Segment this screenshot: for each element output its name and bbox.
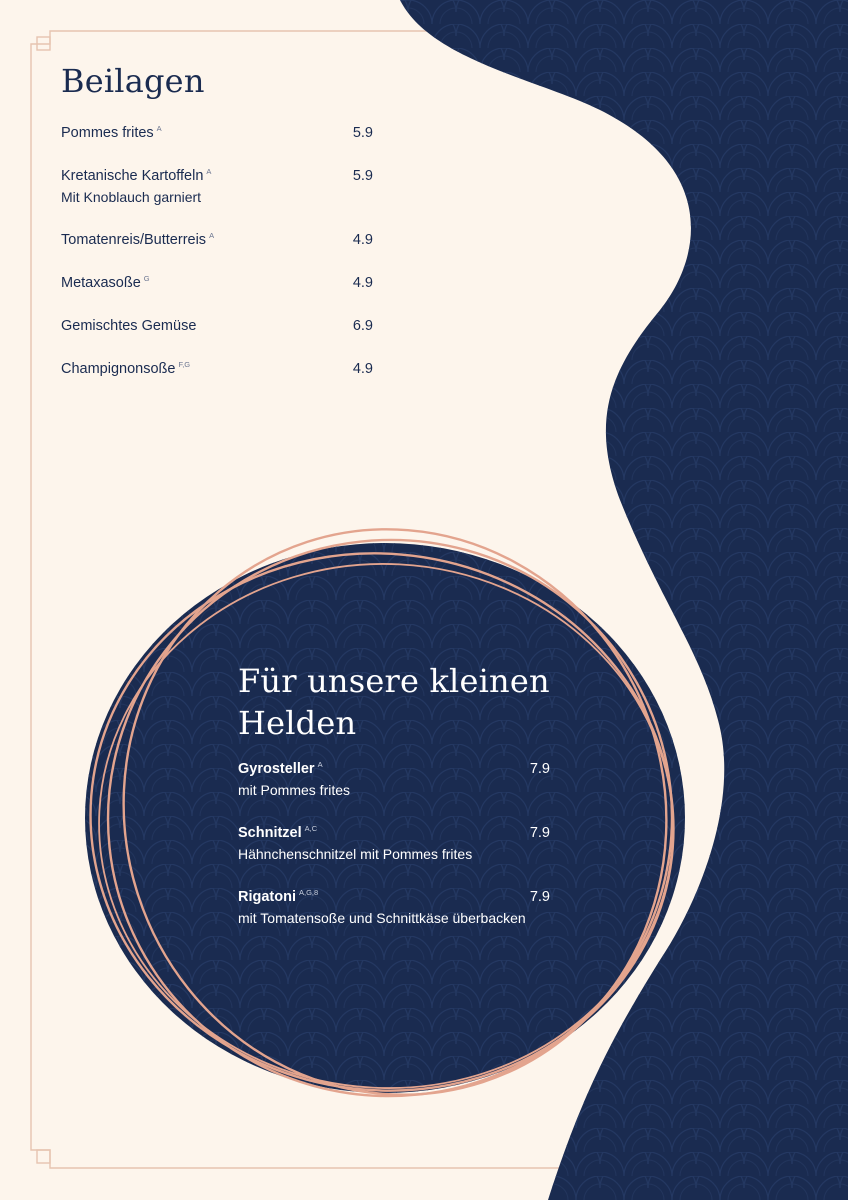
item-name: Schnitzel xyxy=(238,825,302,841)
item-allergens: A xyxy=(156,124,162,133)
item-name: Gyrosteller xyxy=(238,761,315,777)
item-name-wrap xyxy=(238,888,318,906)
item-price: 4.9 xyxy=(352,361,373,377)
item-name-wrap xyxy=(238,824,317,842)
item-name: Metaxasoße xyxy=(61,275,141,291)
item-allergens: A,G,8 xyxy=(299,888,319,897)
item-allergens: A xyxy=(206,167,212,176)
kids-menu-list xyxy=(238,760,550,952)
item-name-wrap xyxy=(61,360,190,378)
item-price: 6.9 xyxy=(352,318,373,334)
item-price: 4.9 xyxy=(352,232,373,248)
item-name-wrap xyxy=(61,231,214,249)
item-description: Mit Knoblauch garniert xyxy=(61,189,202,205)
menu-item xyxy=(61,274,373,317)
item-price: 7.9 xyxy=(529,761,550,777)
menu-item xyxy=(61,231,373,274)
menu-item xyxy=(238,888,550,952)
menu-item xyxy=(61,317,373,360)
item-name: Tomatenreis/Butterreis xyxy=(61,232,207,248)
item-name: Gemischtes Gemüse xyxy=(61,318,197,334)
item-description: mit Pommes frites xyxy=(238,782,351,798)
beilagen-list xyxy=(61,124,373,403)
item-price: 4.9 xyxy=(352,275,373,291)
item-name: Kretanische Kartoffeln xyxy=(61,168,204,184)
menu-item xyxy=(61,124,373,167)
item-price: 7.9 xyxy=(529,825,550,841)
item-name-wrap xyxy=(238,760,323,778)
item-description: Hähnchenschnitzel mit Pommes frites xyxy=(238,846,473,862)
item-name-wrap xyxy=(61,317,199,335)
item-name: Pommes frites xyxy=(61,125,154,141)
item-name: Champignonsoße xyxy=(61,361,176,377)
menu-item xyxy=(61,167,373,231)
item-allergens: F,G xyxy=(178,360,191,369)
item-allergens: A xyxy=(317,760,323,769)
item-allergens: A xyxy=(209,231,215,240)
menu-item xyxy=(238,760,550,824)
menu-item xyxy=(61,360,373,403)
item-name-wrap xyxy=(61,124,162,142)
item-name-wrap xyxy=(61,167,211,185)
item-name: Rigatoni xyxy=(238,889,296,905)
beilagen-title: Beilagen xyxy=(61,62,205,100)
item-price: 5.9 xyxy=(352,125,373,141)
item-price: 7.9 xyxy=(529,889,550,905)
item-price: 5.9 xyxy=(352,168,373,184)
item-description: mit Tomatensoße und Schnittkäse überbacken xyxy=(238,910,526,926)
item-allergens: G xyxy=(143,274,150,283)
item-name-wrap xyxy=(61,274,150,292)
item-allergens: A,C xyxy=(304,824,318,833)
menu-item xyxy=(238,824,550,888)
kids-menu-title: Für unsere kleinen Helden xyxy=(238,662,550,742)
